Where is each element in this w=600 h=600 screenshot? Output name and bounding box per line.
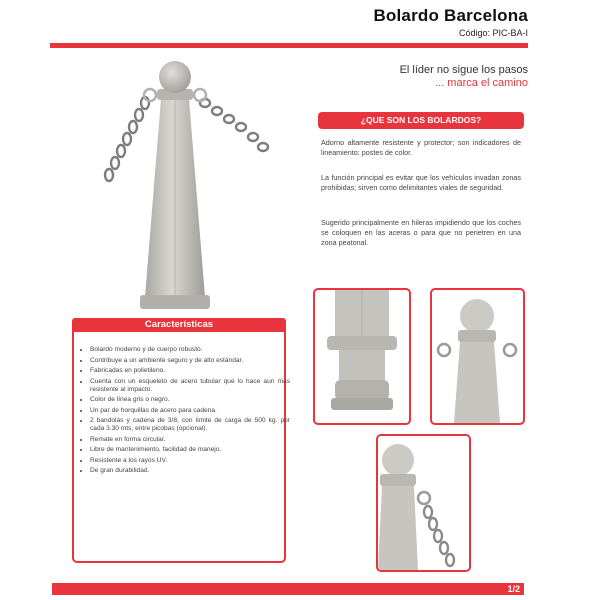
- what-paragraph-1: Adorno altamente resistente y protector; son indicadores de lineamiento: postes de color.: [321, 138, 521, 157]
- features-list: [78, 346, 290, 478]
- slogan-line-1: El líder no sigue los pasos: [399, 64, 528, 76]
- feature-item: • De gran durabilidad.: [90, 467, 290, 475]
- header-divider: [50, 43, 528, 48]
- what-paragraph-3: Sugerido principalmente en hileras impidiendo que los coches se coloquen en las aceras o para que no penetren en una zona peatonal.: [321, 218, 521, 247]
- product-code: Código: PIC-BA-I: [458, 28, 528, 38]
- footer-bar: [52, 583, 524, 595]
- feature-item: • Resistente a los rayos UV.: [90, 457, 290, 465]
- feature-item: • Bolardo moderno y de cuerpo robusto.: [90, 346, 290, 354]
- page-number: 1/2: [507, 584, 520, 594]
- feature-item: • Cuenta con un esqueleto de acero tubular que lo hace aun mas resistente al impacto.: [90, 378, 290, 394]
- what-are-bollards-heading: ¿QUE SON LOS BOLARDOS?: [318, 112, 524, 129]
- feature-item: • Contribuye a un ambiente seguro y de alto estándar.: [90, 357, 290, 365]
- feature-item: • 2 bandolas y cadena de 3/8, con límite de carga de 500 kg. por cada 3.30 mts, entre picobas (opcional).: [90, 417, 290, 433]
- bollard-main-illustration: [95, 55, 275, 315]
- feature-item: • Un par de horquillas de acero para cadena.: [90, 407, 290, 415]
- feature-item: • Libre de mantenimiento, facilidad de manejo.: [90, 446, 290, 454]
- feature-item: • Color de línea gris o negro.: [90, 396, 290, 404]
- feature-item: • Remate en forma circular.: [90, 436, 290, 444]
- photo-bollard-base: [313, 288, 411, 425]
- photo-bollard-chain: [376, 434, 471, 572]
- slogan-line-2: ... marca el camino: [435, 77, 528, 89]
- what-paragraph-2: La función principal es evitar que los vehículos invadan zonas prohibidas; sirven como delimitantes viales de seguridad.: [321, 173, 521, 192]
- feature-item: • Fabricadas en polietileno.: [90, 367, 290, 375]
- photo-bollard-top: [430, 288, 525, 425]
- features-heading: Características: [72, 318, 286, 332]
- page-title: Bolardo Barcelona: [373, 6, 528, 25]
